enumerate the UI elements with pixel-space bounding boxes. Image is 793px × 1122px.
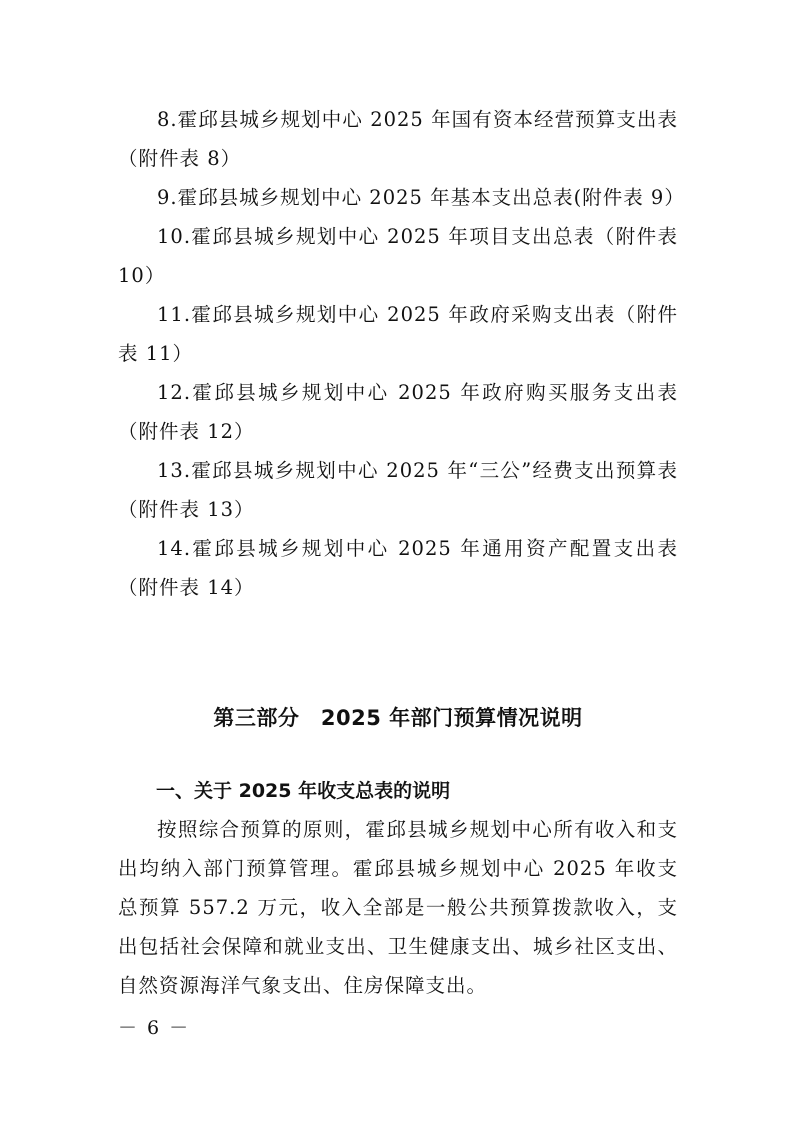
list-item: 12.霍邱县城乡规划中心 2025 年政府购买服务支出表（附件表 12） — [118, 381, 678, 443]
list-item: 8.霍邱县城乡规划中心 2025 年国有资本经营预算支出表（附件表 8） — [118, 108, 678, 170]
list-item: 11.霍邱县城乡规划中心 2025 年政府采购支出表（附件表 11） — [118, 303, 678, 365]
section-title: 第三部分 2025 年部门预算情况说明 — [213, 706, 583, 730]
list-item: 14.霍邱县城乡规划中心 2025 年通用资产配置支出表（附件表 14） — [118, 537, 678, 599]
list-item: 10.霍邱县城乡规划中心 2025 年项目支出总表（附件表 10） — [118, 225, 678, 287]
page-number: － 6 － — [118, 1017, 191, 1039]
list-item: 13.霍邱县城乡规划中心 2025 年“三公”经费支出预算表（附件表 13） — [118, 459, 678, 521]
list-item: 9.霍邱县城乡规划中心 2025 年基本支出总表(附件表 9） — [157, 186, 685, 209]
body-paragraph: 按照综合预算的原则，霍邱县城乡规划中心所有收入和支出均纳入部门预算管理。霍邱县城乡规划中心 2025 年收支总预算 557.2 万元，收入全部是一般公共预算拨款收入，支出包括社会保障和就业支出、卫生健康支出、城乡社区支出、自然资源海洋气象支出、住房保障支出。 — [118, 818, 678, 997]
subsection-heading: 一、关于 2025 年收支总表的说明 — [156, 780, 451, 802]
